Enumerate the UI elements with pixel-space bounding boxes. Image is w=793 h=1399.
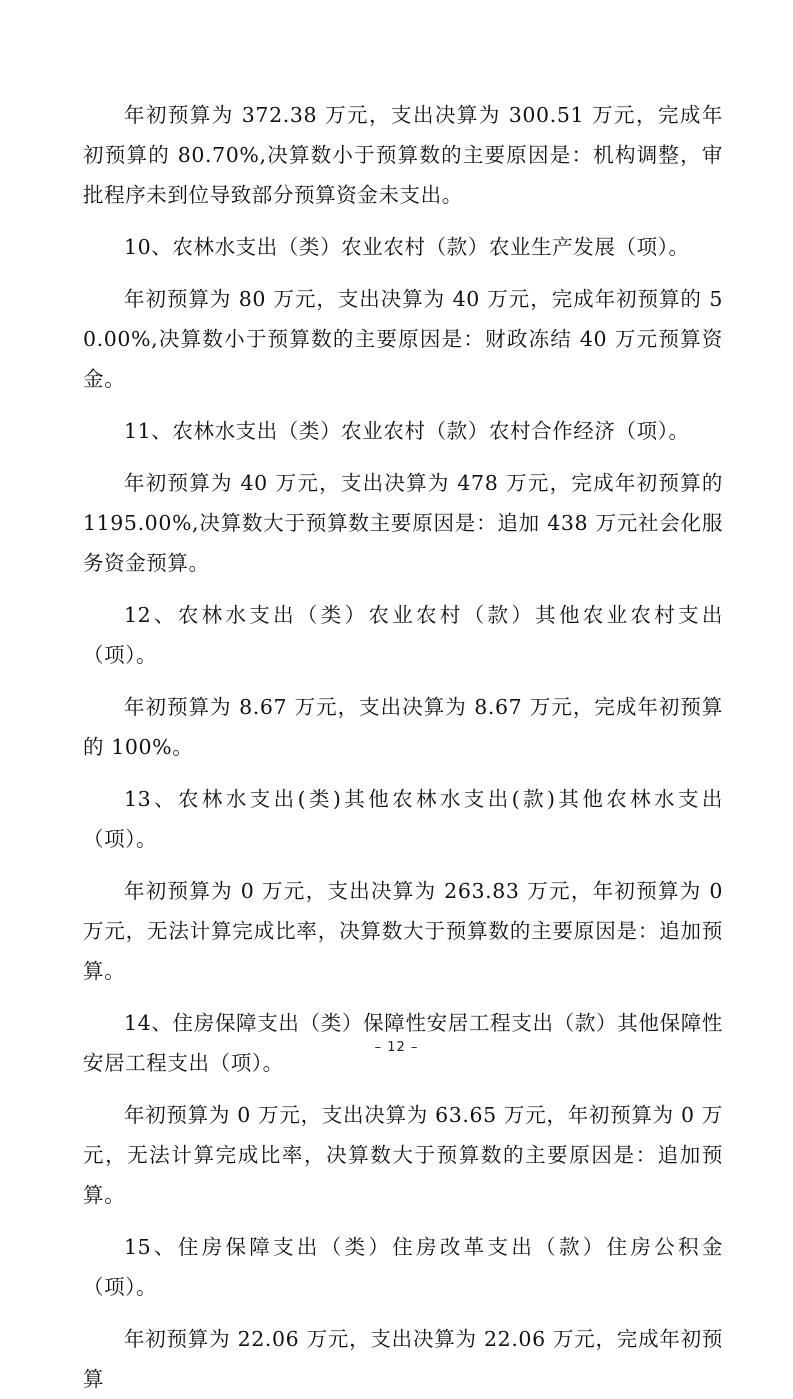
paragraph-item-11-detail: 年初预算为 40 万元，支出决算为 478 万元，完成年初预算的 1195.00%,决算数大于预算数主要原因是：追加 438 万元社会化服务资金预算。 xyxy=(83,471,723,575)
paragraph-item-14-detail: 年初预算为 0 万元，支出决算为 63.65 万元，年初预算为 0 万元，无法计算完成比率，决算数大于预算数的主要原因是：追加预算。 xyxy=(83,1103,723,1207)
heading-item-15: 15、住房保障支出（类）住房改革支出（款）住房公积金（项）。 xyxy=(83,1235,723,1299)
heading-item-13: 13、农林水支出(类)其他农林水支出(款)其他农林水支出（项）。 xyxy=(83,787,723,851)
paragraph-item-10-detail: 年初预算为 80 万元，支出决算为 40 万元，完成年初预算的 50.00%,决算数小于预算数的主要原因是：财政冻结 40 万元预算资金。 xyxy=(83,287,723,391)
paragraph-budget-summary: 年初预算为 372.38 万元，支出决算为 300.51 万元，完成年初预算的 80.70%,决算数小于预算数的主要原因是：机构调整，审批程序未到位导致部分预算资金未支出。 xyxy=(83,103,723,207)
paragraph-item-13-detail: 年初预算为 0 万元，支出决算为 263.83 万元，年初预算为 0 万元，无法计算完成比率，决算数大于预算数的主要原因是：追加预算。 xyxy=(83,879,723,983)
heading-item-14: 14、住房保障支出（类）保障性安居工程支出（款）其他保障性安居工程支出（项）。 xyxy=(83,1011,723,1075)
page-number: – 12 – xyxy=(374,1040,419,1055)
heading-item-12: 12、农林水支出（类）农业农村（款）其他农业农村支出（项）。 xyxy=(83,603,723,667)
paragraph-item-12-detail: 年初预算为 8.67 万元，支出决算为 8.67 万元，完成年初预算的 100%。 xyxy=(83,695,723,759)
document-body xyxy=(83,95,723,1399)
heading-item-10: 10、农林水支出（类）农业农村（款）农业生产发展（项）。 xyxy=(124,235,690,259)
paragraph-item-15-detail: 年初预算为 22.06 万元，支出决算为 22.06 万元，完成年初预算 xyxy=(83,1327,723,1391)
heading-item-11: 11、农林水支出（类）农业农村（款）农村合作经济（项）。 xyxy=(124,419,690,443)
